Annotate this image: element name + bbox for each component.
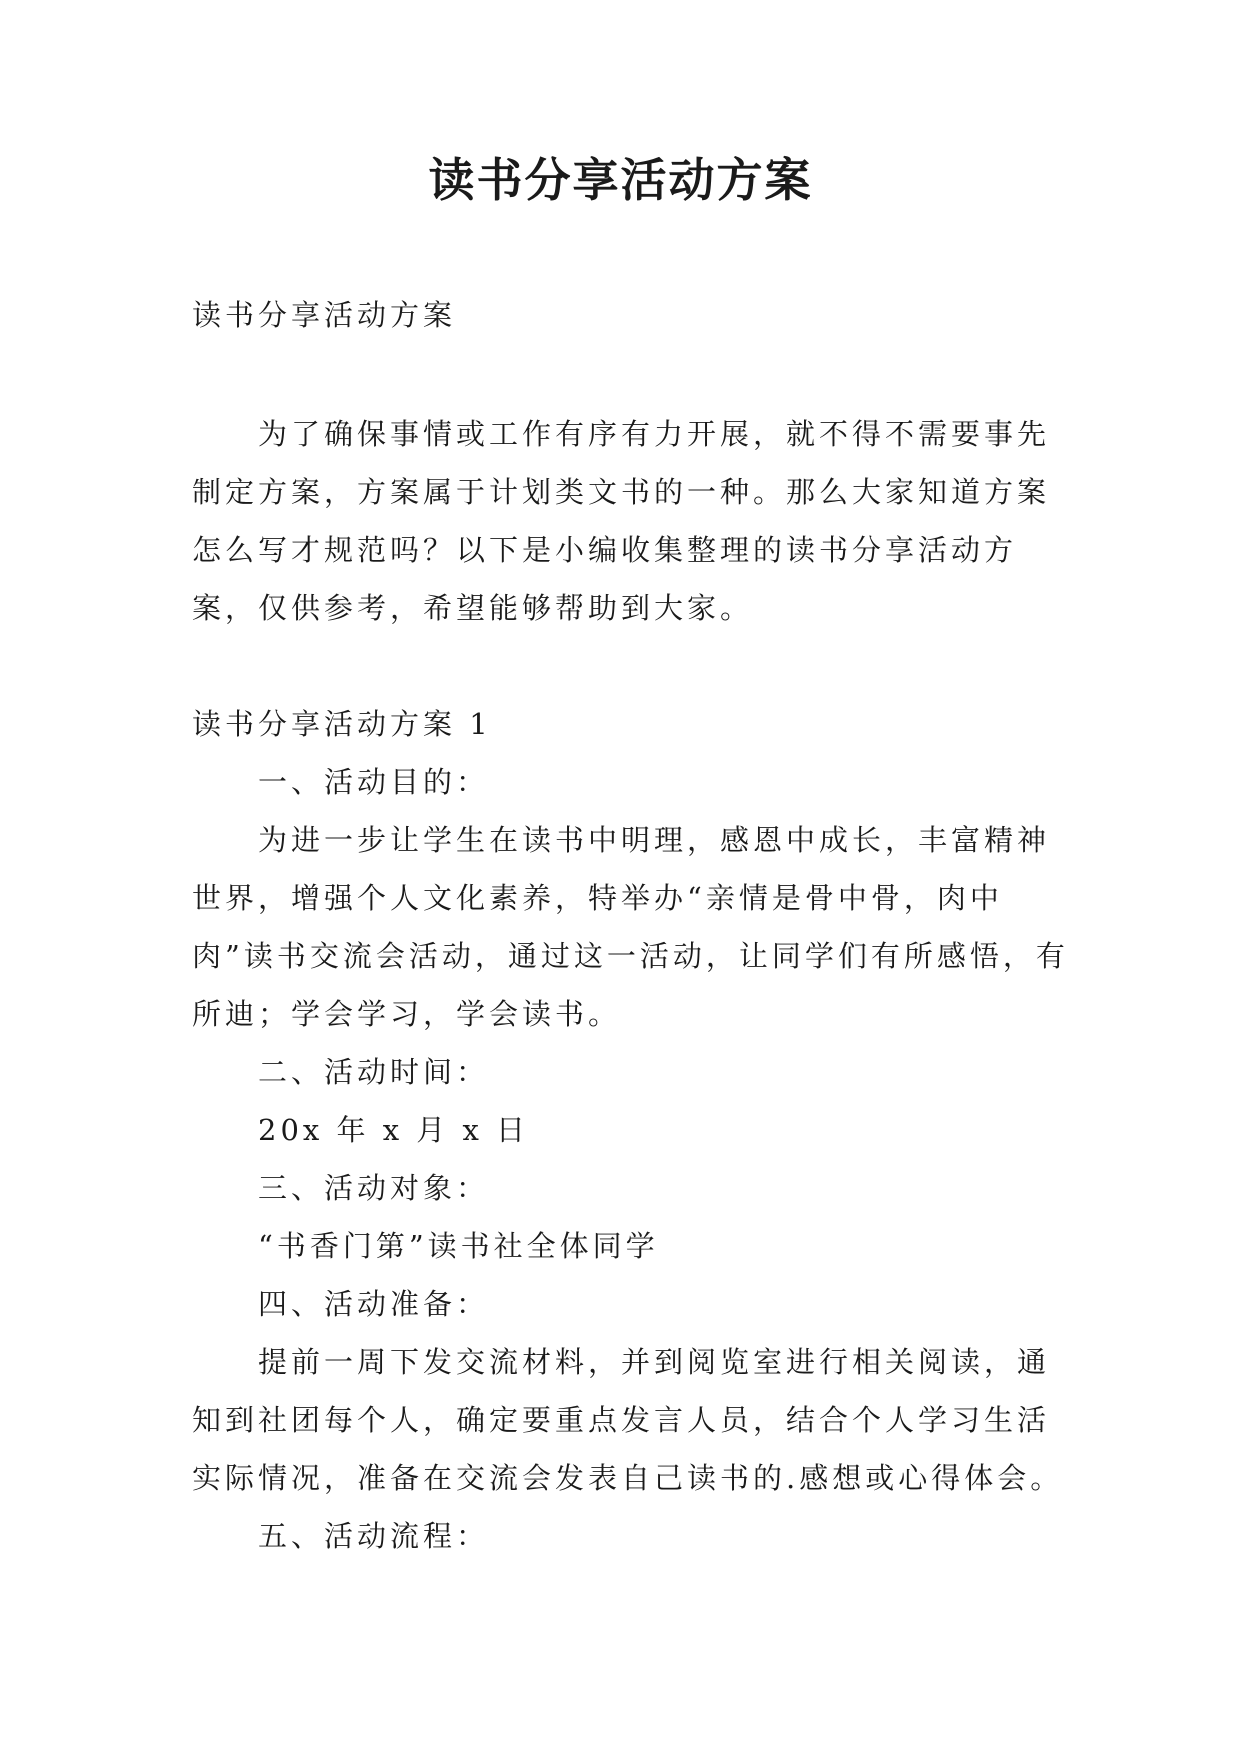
- section-title: 读书分享活动方案 1: [192, 707, 492, 741]
- item-heading-audience: 三、活动对象：: [258, 1171, 490, 1205]
- intro-paragraph: 为了确保事情或工作有序有力开展，就不得不需要事先制定方案，方案属于计划类文书的一种。那么大家知道方案怎么写才规范吗？以下是小编收集整理的读书分享活动方案，仅供参考，希望能够帮助到大家。: [192, 417, 1051, 625]
- item-content-audience: “书香门第”读书社全体同学: [258, 1229, 659, 1263]
- item-content-preparation: 提前一周下发交流材料，并到阅览室进行相关阅读，通知到社团每个人，确定要重点发言人员，结合个人学习生活实际情况，准备在交流会发表自己读书的.感想或心得体会。: [192, 1345, 1064, 1495]
- item-content-time: 20x 年 x 月 x 日: [258, 1113, 530, 1147]
- item-heading-process: 五、活动流程：: [258, 1519, 490, 1553]
- document-subtitle: 读书分享活动方案: [192, 298, 457, 332]
- item-content-purpose: 为进一步让学生在读书中明理，感恩中成长，丰富精神世界，增强个人文化素养，特举办“亲情是骨中骨，肉中肉”读书交流会活动，通过这一活动，让同学们有所感悟，有所迪；学会学习，学会读书。: [192, 823, 1069, 1031]
- item-heading-time: 二、活动时间：: [258, 1055, 490, 1089]
- main-section: [192, 695, 1072, 1565]
- document-subtitle-block: [192, 286, 1072, 344]
- document-title: 读书分享活动方案: [428, 153, 813, 207]
- item-heading-purpose: 一、活动目的：: [258, 765, 490, 799]
- intro-block: [192, 405, 1072, 637]
- item-heading-preparation: 四、活动准备：: [258, 1287, 490, 1321]
